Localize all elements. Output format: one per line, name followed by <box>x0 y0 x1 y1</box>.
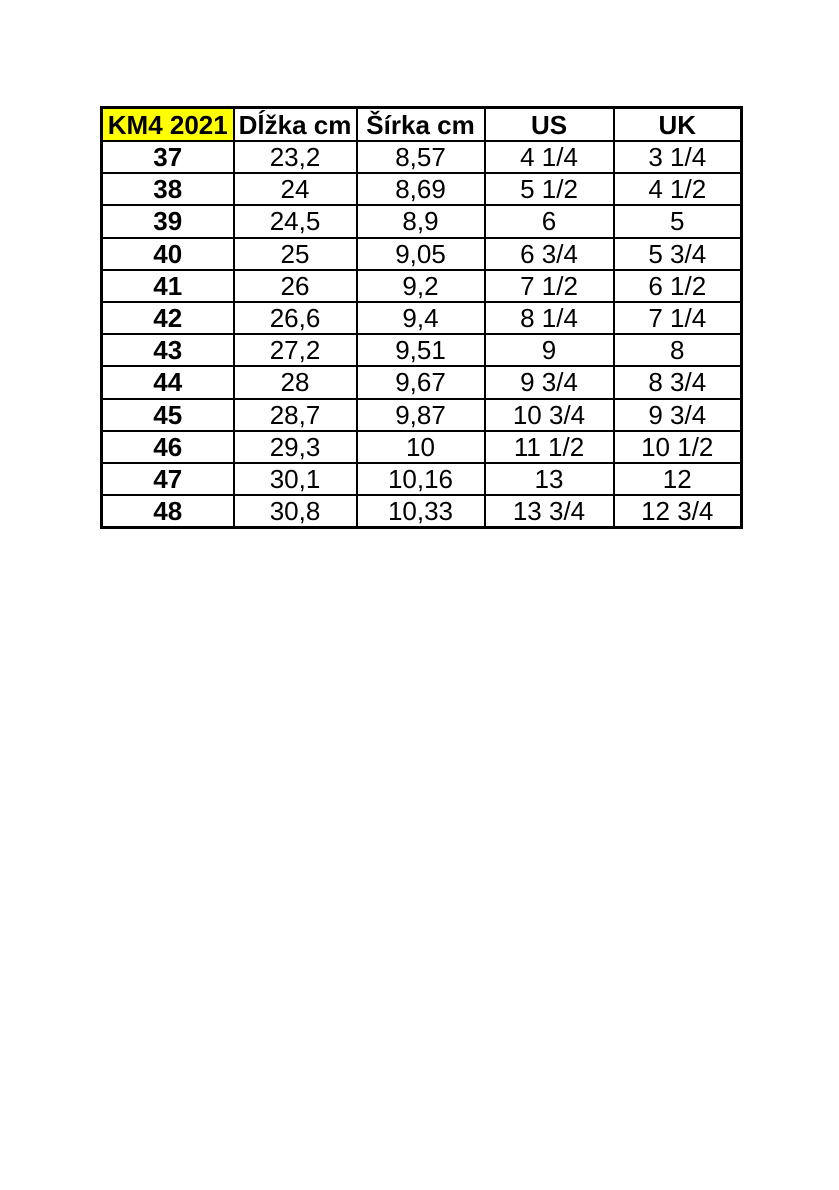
uk-size-cell: 3 1/4 <box>614 141 742 173</box>
length-cm-cell: 26,6 <box>234 302 357 334</box>
table-row <box>102 141 742 173</box>
uk-size-cell: 7 1/4 <box>614 302 742 334</box>
length-cm-cell: 24 <box>234 173 357 205</box>
width-cm-cell: 9,05 <box>357 238 485 270</box>
length-cm-cell: 25 <box>234 238 357 270</box>
size-eu-cell: 47 <box>102 463 234 495</box>
width-cm-cell: 9,87 <box>357 399 485 431</box>
uk-size-cell: 12 3/4 <box>614 495 742 528</box>
size-eu-cell: 46 <box>102 431 234 463</box>
size-eu-cell: 42 <box>102 302 234 334</box>
table-row <box>102 173 742 205</box>
us-size-cell: 7 1/2 <box>485 270 614 302</box>
table-row <box>102 238 742 270</box>
length-cm-cell: 28 <box>234 366 357 398</box>
size-conversion-table <box>100 106 743 529</box>
table-row <box>102 431 742 463</box>
width-cm-cell: 10,16 <box>357 463 485 495</box>
uk-size-cell: 8 <box>614 334 742 366</box>
uk-size-cell: 9 3/4 <box>614 399 742 431</box>
table-row <box>102 495 742 528</box>
header-cell-us: US <box>485 108 614 142</box>
size-eu-cell: 41 <box>102 270 234 302</box>
size-eu-cell: 45 <box>102 399 234 431</box>
size-eu-cell: 40 <box>102 238 234 270</box>
us-size-cell: 5 1/2 <box>485 173 614 205</box>
header-cell-km4-2021: KM4 2021 <box>102 108 234 142</box>
width-cm-cell: 10,33 <box>357 495 485 528</box>
us-size-cell: 6 3/4 <box>485 238 614 270</box>
length-cm-cell: 23,2 <box>234 141 357 173</box>
us-size-cell: 10 3/4 <box>485 399 614 431</box>
header-cell-sirka-cm: Šírka cm <box>357 108 485 142</box>
table-row <box>102 334 742 366</box>
length-cm-cell: 28,7 <box>234 399 357 431</box>
uk-size-cell: 4 1/2 <box>614 173 742 205</box>
width-cm-cell: 9,4 <box>357 302 485 334</box>
table-row <box>102 302 742 334</box>
us-size-cell: 4 1/4 <box>485 141 614 173</box>
us-size-cell: 6 <box>485 205 614 237</box>
us-size-cell: 13 <box>485 463 614 495</box>
width-cm-cell: 9,67 <box>357 366 485 398</box>
header-cell-uk: UK <box>614 108 742 142</box>
width-cm-cell: 10 <box>357 431 485 463</box>
table-row <box>102 366 742 398</box>
size-eu-cell: 48 <box>102 495 234 528</box>
table-row <box>102 463 742 495</box>
table-row <box>102 205 742 237</box>
table-row <box>102 270 742 302</box>
us-size-cell: 13 3/4 <box>485 495 614 528</box>
length-cm-cell: 24,5 <box>234 205 357 237</box>
width-cm-cell: 8,9 <box>357 205 485 237</box>
length-cm-cell: 30,1 <box>234 463 357 495</box>
width-cm-cell: 8,57 <box>357 141 485 173</box>
length-cm-cell: 30,8 <box>234 495 357 528</box>
header-cell-dlzka-cm: Dĺžka cm <box>234 108 357 142</box>
uk-size-cell: 5 <box>614 205 742 237</box>
size-eu-cell: 39 <box>102 205 234 237</box>
uk-size-cell: 5 3/4 <box>614 238 742 270</box>
us-size-cell: 11 1/2 <box>485 431 614 463</box>
width-cm-cell: 9,51 <box>357 334 485 366</box>
size-eu-cell: 37 <box>102 141 234 173</box>
us-size-cell: 8 1/4 <box>485 302 614 334</box>
uk-size-cell: 6 1/2 <box>614 270 742 302</box>
length-cm-cell: 26 <box>234 270 357 302</box>
us-size-cell: 9 3/4 <box>485 366 614 398</box>
length-cm-cell: 29,3 <box>234 431 357 463</box>
table-header-row <box>102 108 742 142</box>
us-size-cell: 9 <box>485 334 614 366</box>
uk-size-cell: 10 1/2 <box>614 431 742 463</box>
table-row <box>102 399 742 431</box>
size-eu-cell: 44 <box>102 366 234 398</box>
size-eu-cell: 43 <box>102 334 234 366</box>
uk-size-cell: 8 3/4 <box>614 366 742 398</box>
size-eu-cell: 38 <box>102 173 234 205</box>
width-cm-cell: 9,2 <box>357 270 485 302</box>
uk-size-cell: 12 <box>614 463 742 495</box>
width-cm-cell: 8,69 <box>357 173 485 205</box>
length-cm-cell: 27,2 <box>234 334 357 366</box>
